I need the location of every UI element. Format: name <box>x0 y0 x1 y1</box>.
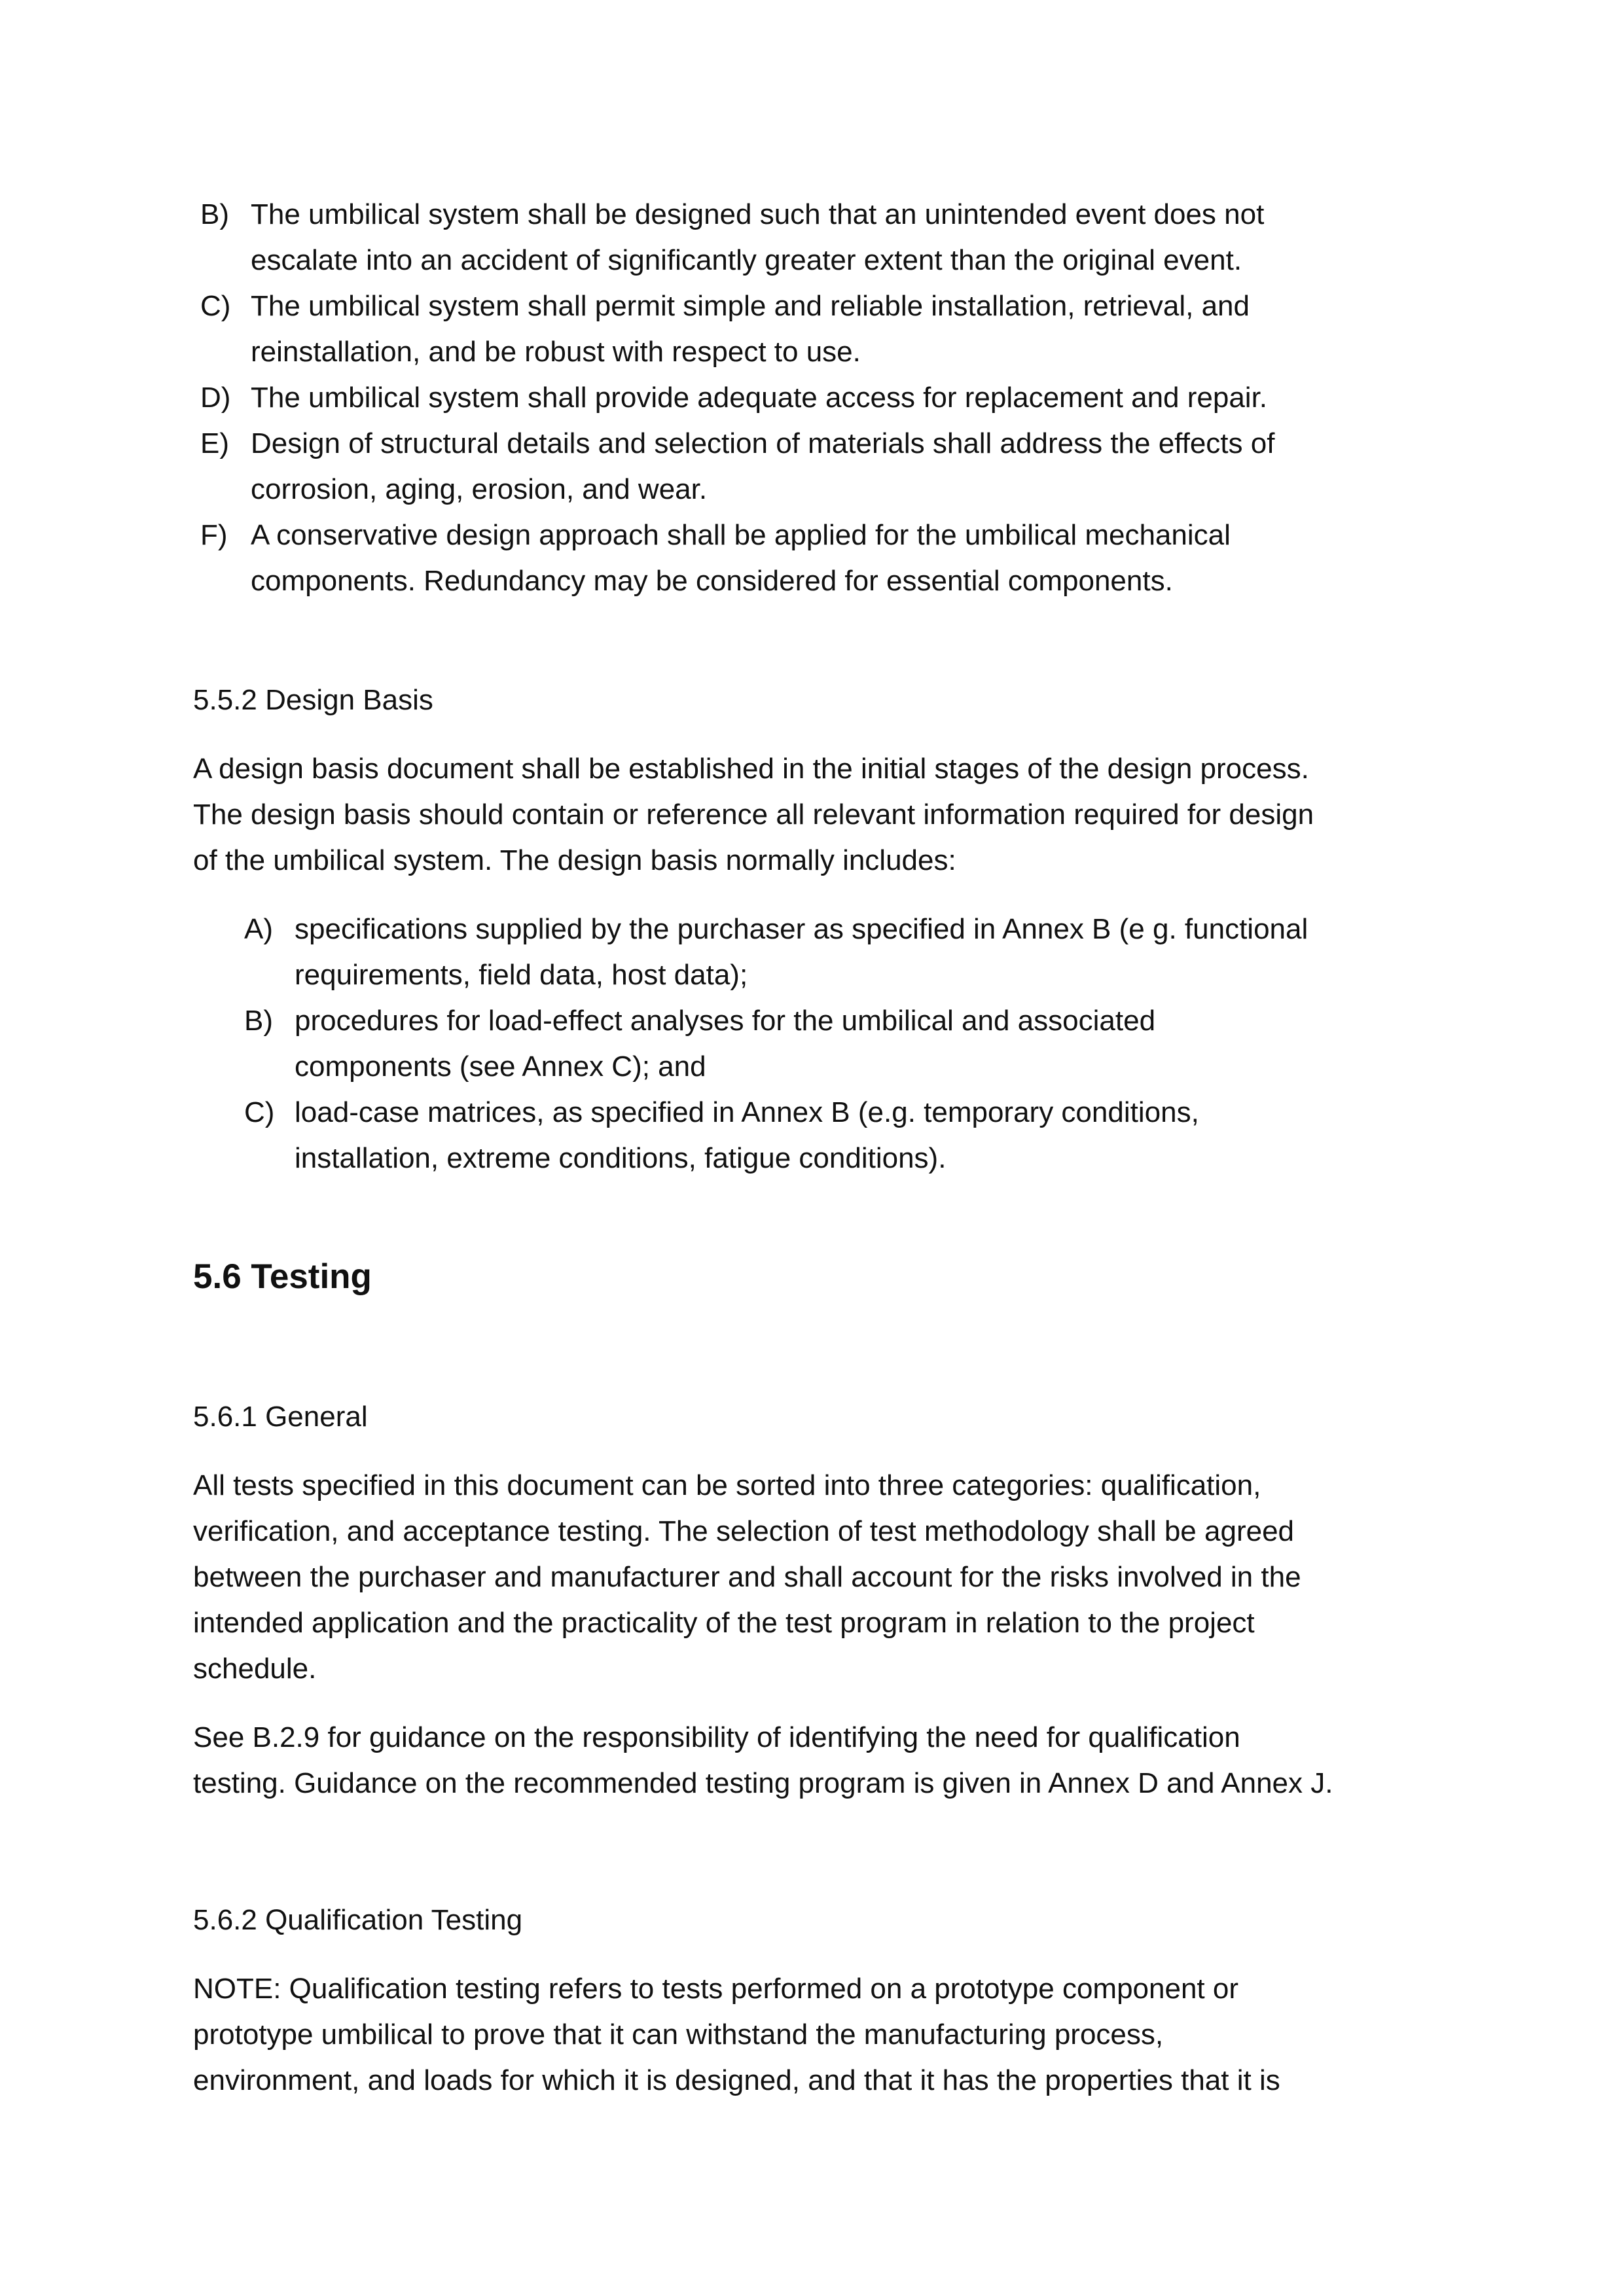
section-heading-5-6-1-general: 5.6.1 General <box>193 1401 368 1433</box>
section-heading-5-5-2-design-basis: 5.5.2 Design Basis <box>193 684 433 716</box>
text-line: specifications supplied by the purchaser as specified in Annex B (e g. functional <box>295 913 1308 945</box>
list-item-c <box>244 1090 1473 1181</box>
text-line: The umbilical system shall be designed such that an unintended event does not <box>251 198 1265 230</box>
text-line: procedures for load-effect analyses for the umbilical and associated <box>295 1005 1156 1037</box>
list-marker: C) <box>244 1096 275 1128</box>
text-line: corrosion, aging, erosion, and wear. <box>251 473 708 505</box>
list-item-b <box>200 192 1473 283</box>
section-heading-5-6-testing: 5.6 Testing <box>193 1257 372 1296</box>
text-line: of the umbilical system. The design basis normally includes: <box>193 844 956 876</box>
text-line: intended application and the practicality of the test program in relation to the project <box>193 1607 1255 1639</box>
text-line: reinstallation, and be robust with respect to use. <box>251 336 861 368</box>
text-line: components (see Annex C); and <box>295 1050 706 1083</box>
list-item-text <box>251 192 1264 283</box>
list-item-text <box>251 421 1274 512</box>
text-line: verification, and acceptance testing. The selection of test methodology shall be agreed <box>193 1515 1295 1547</box>
text-line: A conservative design approach shall be applied for the umbilical mechanical <box>251 519 1231 551</box>
text-line: The umbilical system shall permit simple and reliable installation, retrieval, and <box>251 290 1250 322</box>
text-line: components. Redundancy may be considered for essential components. <box>251 565 1173 597</box>
list-item-text <box>295 998 1155 1090</box>
list-item-d <box>200 375 1473 421</box>
list-item-c <box>200 283 1473 375</box>
text-line: See B.2.9 for guidance on the responsibility of identifying the need for qualification <box>193 1721 1240 1753</box>
text-line: between the purchaser and manufacturer and shall account for the risks involved in the <box>193 1561 1301 1593</box>
text-line: load-case matrices, as specified in Annex B (e.g. temporary conditions, <box>295 1096 1199 1128</box>
text-line: testing. Guidance on the recommended testing program is given in Annex D and Annex J. <box>193 1767 1333 1799</box>
list-item-text <box>251 283 1250 375</box>
page-content <box>193 192 1473 2104</box>
list-item-a <box>244 906 1473 998</box>
text-line: All tests specified in this document can be sorted into three categories: qualification, <box>193 1469 1261 1501</box>
list-marker: E) <box>200 427 229 459</box>
list-marker: B) <box>244 1005 273 1037</box>
list-item-f <box>200 512 1473 604</box>
list-marker: C) <box>200 290 231 322</box>
list-item-text <box>295 906 1308 998</box>
paragraph-design-basis <box>193 746 1473 884</box>
list-marker: B) <box>200 198 229 230</box>
text-line: Design of structural details and selection of materials shall address the effects of <box>251 427 1275 459</box>
paragraph-testing-general <box>193 1463 1473 1692</box>
text-line: environment, and loads for which it is designed, and that it has the properties that it is <box>193 2064 1280 2096</box>
list-marker: F) <box>200 519 228 551</box>
text-line: A design basis document shall be established in the initial stages of the design process. <box>193 753 1309 785</box>
lettered-list-design-requirements <box>200 192 1473 604</box>
list-item-e <box>200 421 1473 512</box>
list-item-text <box>295 1090 1199 1181</box>
list-item-text <box>251 375 1267 421</box>
text-line: NOTE: Qualification testing refers to tests performed on a prototype component or <box>193 1973 1238 2005</box>
list-item-text <box>251 512 1231 604</box>
text-line: installation, extreme conditions, fatigue conditions). <box>295 1142 947 1174</box>
list-marker: A) <box>244 913 273 945</box>
paragraph-testing-guidance <box>193 1715 1473 1806</box>
text-line: requirements, field data, host data); <box>295 959 748 991</box>
text-line: prototype umbilical to prove that it can withstand the manufacturing process, <box>193 2018 1164 2051</box>
text-line: The umbilical system shall provide adequate access for replacement and repair. <box>251 382 1268 414</box>
list-marker: D) <box>200 382 231 414</box>
text-line: escalate into an accident of significantly greater extent than the original event. <box>251 244 1242 276</box>
text-line: The design basis should contain or reference all relevant information required for design <box>193 798 1314 831</box>
lettered-list-design-basis-contents <box>244 906 1473 1181</box>
list-item-b <box>244 998 1473 1090</box>
section-heading-5-6-2-qualification-testing: 5.6.2 Qualification Testing <box>193 1904 523 1936</box>
text-line: schedule. <box>193 1653 317 1685</box>
paragraph-qualification-note <box>193 1966 1473 2104</box>
